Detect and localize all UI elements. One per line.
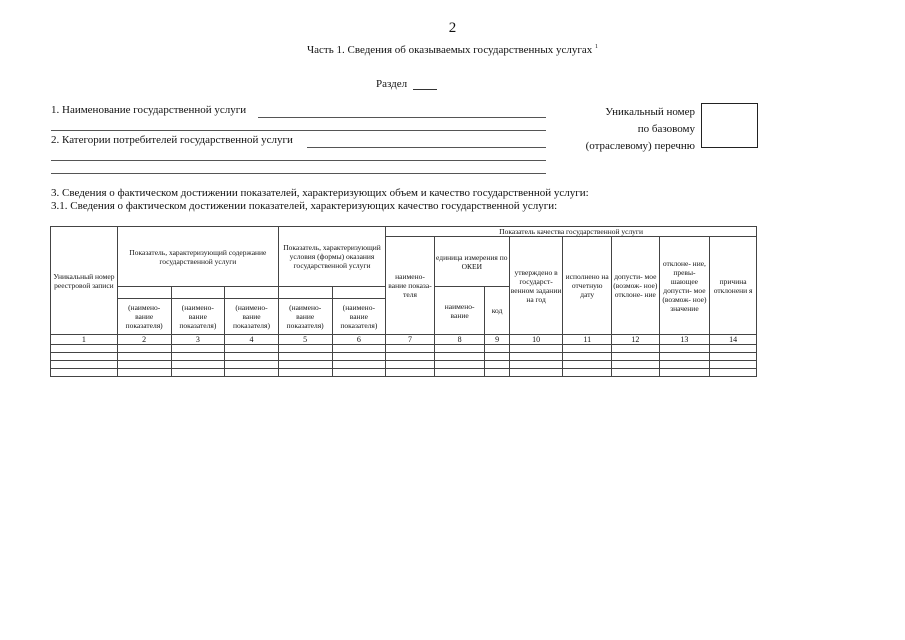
- header-unique-number: Уникальный номер реестровой записи: [51, 227, 118, 335]
- header-unit-name: наимено- вание: [434, 287, 485, 335]
- unique-number-label: [560, 104, 695, 155]
- table-cell[interactable]: [434, 361, 485, 369]
- column-number: 12: [612, 335, 660, 345]
- table-cell[interactable]: [612, 369, 660, 377]
- table-cell[interactable]: [332, 345, 386, 353]
- consumer-categories-line-3[interactable]: [51, 173, 546, 174]
- header-excess-deviation: отклоне- ние, превы- шающее допусти- мое (возмож- ное) значение: [659, 237, 710, 335]
- table-cell[interactable]: [710, 345, 757, 353]
- section-number-line: [413, 89, 437, 90]
- table-cell[interactable]: [710, 369, 757, 377]
- table-cell[interactable]: [659, 369, 710, 377]
- table-cell[interactable]: [225, 345, 279, 353]
- unique-number-line-2: по базовому: [637, 123, 695, 135]
- table-cell[interactable]: [386, 361, 435, 369]
- table-cell[interactable]: [51, 353, 118, 361]
- table-cell[interactable]: [51, 361, 118, 369]
- table-cell[interactable]: [485, 345, 509, 353]
- part-title: [0, 44, 905, 56]
- header-executed: исполнено на отчетную дату: [563, 237, 612, 335]
- table-cell[interactable]: [434, 369, 485, 377]
- table-row[interactable]: [51, 345, 757, 353]
- part-footnote-marker: 1: [594, 44, 598, 50]
- table-cell[interactable]: [225, 353, 279, 361]
- table-cell[interactable]: [485, 369, 509, 377]
- table-cell[interactable]: [485, 353, 509, 361]
- unique-number-line-1: Уникальный номер: [605, 106, 695, 118]
- content-subcol-2-name: (наимено- вание показателя): [171, 299, 225, 335]
- column-number: 7: [386, 335, 435, 345]
- table-cell[interactable]: [278, 353, 332, 361]
- header-allowed-deviation: допусти- мое (возмож- ное) отклоне- ние: [612, 237, 660, 335]
- table-cell[interactable]: [332, 361, 386, 369]
- table-cell[interactable]: [51, 369, 118, 377]
- conditions-subcol-1-blank[interactable]: [278, 287, 332, 299]
- conditions-subcol-1-name: (наимено- вание показателя): [278, 299, 332, 335]
- column-number: 13: [659, 335, 710, 345]
- part-title-text: Часть 1. Сведения об оказываемых государственных услугах: [307, 44, 593, 56]
- header-indicator-name: наимено- вание показа- теля: [386, 237, 435, 335]
- content-subcol-3-blank[interactable]: [225, 287, 279, 299]
- column-number: 2: [117, 335, 171, 345]
- table-cell[interactable]: [710, 361, 757, 369]
- section-label: Раздел: [376, 78, 408, 90]
- table-cell[interactable]: [51, 345, 118, 353]
- table-cell[interactable]: [612, 345, 660, 353]
- consumer-categories-line-2[interactable]: [51, 160, 546, 161]
- header-deviation-reason: причина отклонени я: [710, 237, 757, 335]
- table-cell[interactable]: [225, 361, 279, 369]
- consumer-categories-line[interactable]: [307, 147, 546, 148]
- unique-number-box[interactable]: [701, 103, 758, 148]
- table-cell[interactable]: [117, 361, 171, 369]
- column-number: 5: [278, 335, 332, 345]
- table-cell[interactable]: [117, 353, 171, 361]
- table-cell[interactable]: [171, 369, 225, 377]
- content-subcol-1-blank[interactable]: [117, 287, 171, 299]
- table-cell[interactable]: [612, 353, 660, 361]
- column-number: 3: [171, 335, 225, 345]
- table-cell[interactable]: [509, 361, 563, 369]
- table-cell[interactable]: [710, 353, 757, 361]
- column-number: 10: [509, 335, 563, 345]
- column-number: 4: [225, 335, 279, 345]
- table-cell[interactable]: [434, 353, 485, 361]
- page-number: 2: [448, 20, 457, 36]
- table-row[interactable]: [51, 353, 757, 361]
- table-cell[interactable]: [563, 361, 612, 369]
- table-cell[interactable]: [171, 345, 225, 353]
- table-cell[interactable]: [386, 345, 435, 353]
- table-cell[interactable]: [386, 369, 435, 377]
- service-name-label: 1. Наименование государственной услуги: [51, 104, 247, 116]
- table-cell[interactable]: [386, 353, 435, 361]
- quality-indicators-table: [50, 226, 757, 377]
- column-number: 6: [332, 335, 386, 345]
- unique-number-line-3: (отраслевому) перечню: [585, 140, 695, 152]
- content-subcol-2-blank[interactable]: [171, 287, 225, 299]
- table-cell[interactable]: [171, 353, 225, 361]
- column-number: 9: [485, 335, 509, 345]
- column-number: 1: [51, 335, 118, 345]
- table-cell[interactable]: [278, 345, 332, 353]
- paragraph-3-1: 3.1. Сведения о фактическом достижении показателей, характеризующих качество государственной услуги:: [51, 200, 558, 212]
- paragraph-3: 3. Сведения о фактическом достижении показателей, характеризующих объем и качество государственной услуги:: [51, 187, 589, 199]
- table-cell[interactable]: [278, 361, 332, 369]
- header-unit-okei: единица измерения по ОКЕИ: [434, 237, 509, 287]
- conditions-subcol-2-blank[interactable]: [332, 287, 386, 299]
- table-cell[interactable]: [171, 361, 225, 369]
- table-cell[interactable]: [278, 369, 332, 377]
- table-cell[interactable]: [117, 369, 171, 377]
- table-cell[interactable]: [509, 353, 563, 361]
- table-cell[interactable]: [117, 345, 171, 353]
- column-numbers-row: [51, 335, 757, 345]
- header-quality-indicator: Показатель качества государственной услуги: [386, 227, 757, 237]
- content-subcol-1-name: (наимено- вание показателя): [117, 299, 171, 335]
- column-number: 11: [563, 335, 612, 345]
- table-cell[interactable]: [659, 361, 710, 369]
- header-content-indicator: Показатель, характеризующий содержание государственной услуги: [117, 227, 278, 287]
- table-cell[interactable]: [485, 361, 509, 369]
- table-cell[interactable]: [332, 369, 386, 377]
- header-conditions-indicator: Показатель, характеризующий условия (формы) оказания государственной услуги: [278, 227, 385, 287]
- column-number: 14: [710, 335, 757, 345]
- table-row[interactable]: [51, 369, 757, 377]
- column-number: 8: [434, 335, 485, 345]
- consumer-categories-label: 2. Категории потребителей государственной услуги: [51, 134, 293, 146]
- table-row[interactable]: [51, 361, 757, 369]
- service-name-line[interactable]: [258, 117, 546, 118]
- table-cell[interactable]: [332, 353, 386, 361]
- table-cell[interactable]: [563, 353, 612, 361]
- table-cell[interactable]: [563, 345, 612, 353]
- table-cell[interactable]: [659, 345, 710, 353]
- conditions-subcol-2-name: (наимено- вание показателя): [332, 299, 386, 335]
- table-cell[interactable]: [509, 345, 563, 353]
- header-unit-code: код: [485, 287, 509, 335]
- service-name-line-2[interactable]: [51, 130, 546, 131]
- table-cell[interactable]: [659, 353, 710, 361]
- table-cell[interactable]: [225, 369, 279, 377]
- content-subcol-3-name: (наимено- вание показателя): [225, 299, 279, 335]
- table-cell[interactable]: [509, 369, 563, 377]
- table-cell[interactable]: [434, 345, 485, 353]
- table-cell[interactable]: [612, 361, 660, 369]
- header-approved: утверждено в государст- венном задании на год: [509, 237, 563, 335]
- table-cell[interactable]: [563, 369, 612, 377]
